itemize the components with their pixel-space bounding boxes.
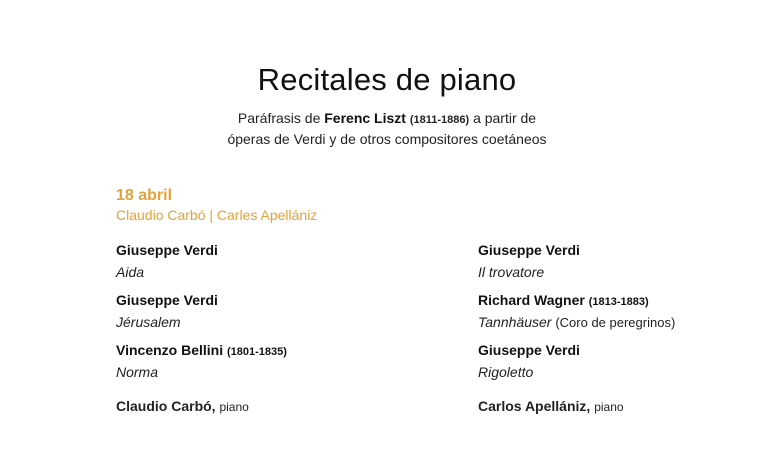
work-note: (Coro de peregrinos)	[555, 315, 676, 330]
work-title: Jérusalem	[116, 314, 181, 330]
composer-name: Giuseppe Verdi	[478, 342, 580, 358]
work-title: Rigoletto	[478, 364, 534, 380]
program-item	[116, 340, 287, 390]
pianist-credit	[478, 396, 675, 417]
event-performers: Claudio Carbó | Carles Apellániz	[116, 207, 318, 223]
subtitle-composer-years: (1811-1886)	[409, 114, 470, 126]
subtitle-line-1	[0, 109, 774, 130]
work-line	[478, 262, 675, 282]
work-title: Aida	[116, 264, 145, 280]
composer-name: Giuseppe Verdi	[116, 292, 218, 308]
program-item	[478, 340, 675, 390]
work-title: Norma	[116, 364, 159, 380]
work-line	[478, 312, 675, 333]
program-right-column	[478, 240, 675, 417]
program-item	[116, 290, 287, 340]
program-item	[116, 240, 287, 290]
composer-name: Richard Wagner	[478, 292, 585, 308]
subtitle-prefix: Paráfrasis de	[237, 110, 321, 126]
subtitle-line-2: óperas de Verdi y de otros compositores coetáneos	[227, 131, 547, 147]
work-line	[478, 362, 675, 382]
composer-years: (1801-1835)	[227, 346, 287, 358]
composer-name: Vincenzo Bellini	[116, 342, 224, 358]
subtitle-suffix: a partir de	[473, 110, 537, 126]
page-subtitle	[0, 109, 774, 149]
pianist-role: piano	[594, 400, 624, 414]
program-left-column	[116, 240, 287, 417]
program-item	[478, 290, 675, 340]
work-title: Il trovatore	[478, 264, 545, 280]
subtitle-composer-name: Ferenc Liszt	[324, 110, 406, 126]
composer-line	[116, 340, 287, 362]
work-line	[116, 362, 287, 382]
event-date: 18 abril	[116, 187, 173, 204]
composer-line	[478, 340, 675, 362]
composer-name: Giuseppe Verdi	[116, 242, 218, 258]
pianist-name: Carlos Apellániz,	[478, 398, 591, 414]
composer-name: Giuseppe Verdi	[478, 242, 580, 258]
page-title: Recitales de piano	[257, 62, 517, 97]
pianist-name: Claudio Carbó,	[116, 398, 216, 414]
composer-line	[116, 290, 287, 312]
program-item	[478, 240, 675, 290]
work-line	[116, 262, 287, 282]
composer-line	[116, 240, 287, 262]
composer-line	[478, 240, 675, 262]
work-title: Tannhäuser	[478, 314, 552, 330]
pianist-role: piano	[219, 400, 249, 414]
work-line	[116, 312, 287, 332]
pianist-credit	[116, 396, 287, 417]
composer-line	[478, 290, 675, 312]
composer-years: (1813-1883)	[588, 296, 649, 308]
